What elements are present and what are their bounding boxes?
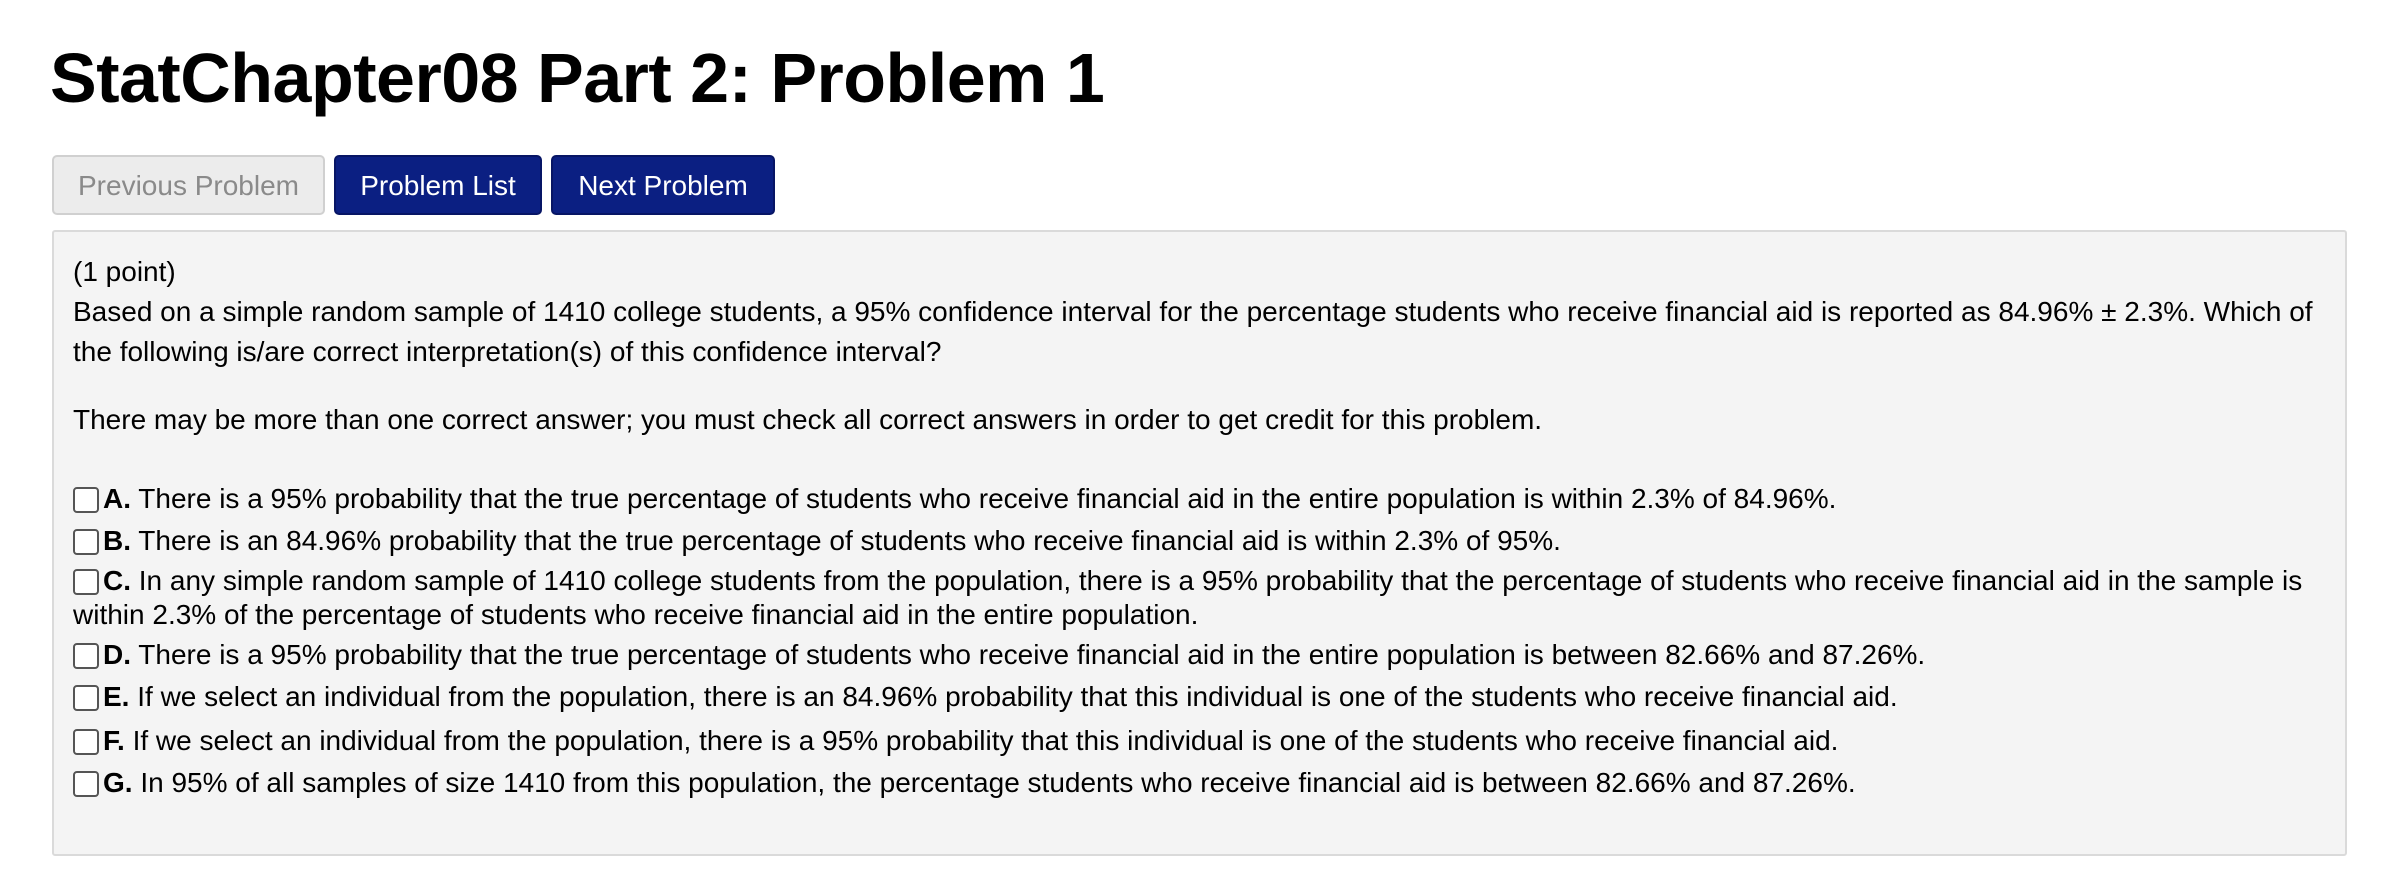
option-text: There is an 84.96% probability that the true percentage of students who receive financial aid is within 2.3% of 95%. xyxy=(138,525,1561,556)
answer-option-c[interactable] xyxy=(73,564,2323,632)
plus-minus-symbol: ± xyxy=(2101,296,2117,327)
previous-problem-button: Previous Problem xyxy=(52,155,325,215)
answer-options xyxy=(73,482,2323,800)
option-letter: B. xyxy=(103,525,131,556)
problem-points: (1 point) xyxy=(73,256,176,287)
answer-option-b[interactable] xyxy=(73,524,2323,558)
option-text: There is a 95% probability that the true percentage of students who receive financial aid in the entire population is between 82.66% and 87.26%. xyxy=(138,639,1926,670)
option-text: In 95% of all samples of size 1410 from this population, the percentage students who receive financial aid is between 82.66% and 87.26%. xyxy=(140,767,1856,798)
option-text: There is a 95% probability that the true percentage of students who receive financial aid in the entire population is within 2.3% of 84.96%. xyxy=(138,483,1837,514)
answer-checkbox-c[interactable] xyxy=(73,569,99,595)
option-letter: D. xyxy=(103,639,131,670)
answer-checkbox-g[interactable] xyxy=(73,771,99,797)
answer-checkbox-b[interactable] xyxy=(73,529,99,555)
problem-panel xyxy=(52,230,2347,856)
option-letter: F. xyxy=(103,725,125,756)
option-letter: C. xyxy=(103,565,131,596)
statement-text-before: Based on a simple random sample of 1410 college students, a 95% confidence interval for the percentage students who receive financial aid is reported as 84.96% xyxy=(73,296,2094,327)
answer-checkbox-a[interactable] xyxy=(73,487,99,513)
option-text: If we select an individual from the population, there is an 84.96% probability that this individual is one of the students who receive financial aid. xyxy=(137,681,1898,712)
next-problem-button[interactable]: Next Problem xyxy=(551,155,775,215)
option-letter: A. xyxy=(103,483,131,514)
problem-list-button[interactable]: Problem List xyxy=(334,155,542,215)
answer-checkbox-d[interactable] xyxy=(73,643,99,669)
option-text: In any simple random sample of 1410 college students from the population, there is a 95% probability that the percentage of students who receive financial aid in the sample is within 2.3% of the percentage of students who receive financial aid in the entire population. xyxy=(73,565,2303,630)
option-letter: G. xyxy=(103,767,133,798)
statement-text-after: 2.3%. Which of the following is/are correct interpretation(s) of this confidence interval? xyxy=(73,296,2313,367)
problem-navigation xyxy=(52,155,775,215)
option-letter: E. xyxy=(103,681,130,712)
answer-checkbox-f[interactable] xyxy=(73,729,99,755)
answer-option-a[interactable] xyxy=(73,482,2323,516)
answer-option-f[interactable] xyxy=(73,724,2323,758)
answer-option-d[interactable] xyxy=(73,638,2323,672)
problem-instructions: There may be more than one correct answer; you must check all correct answers in order to get credit for this problem. xyxy=(73,404,1543,435)
problem-statement xyxy=(73,292,2323,372)
page-title: StatChapter08 Part 2: Problem 1 xyxy=(50,39,1105,117)
answer-option-g[interactable] xyxy=(73,766,2323,800)
option-text: If we select an individual from the population, there is a 95% probability that this individual is one of the students who receive financial aid. xyxy=(132,725,1839,756)
answer-option-e[interactable] xyxy=(73,680,2323,714)
answer-checkbox-e[interactable] xyxy=(73,685,99,711)
